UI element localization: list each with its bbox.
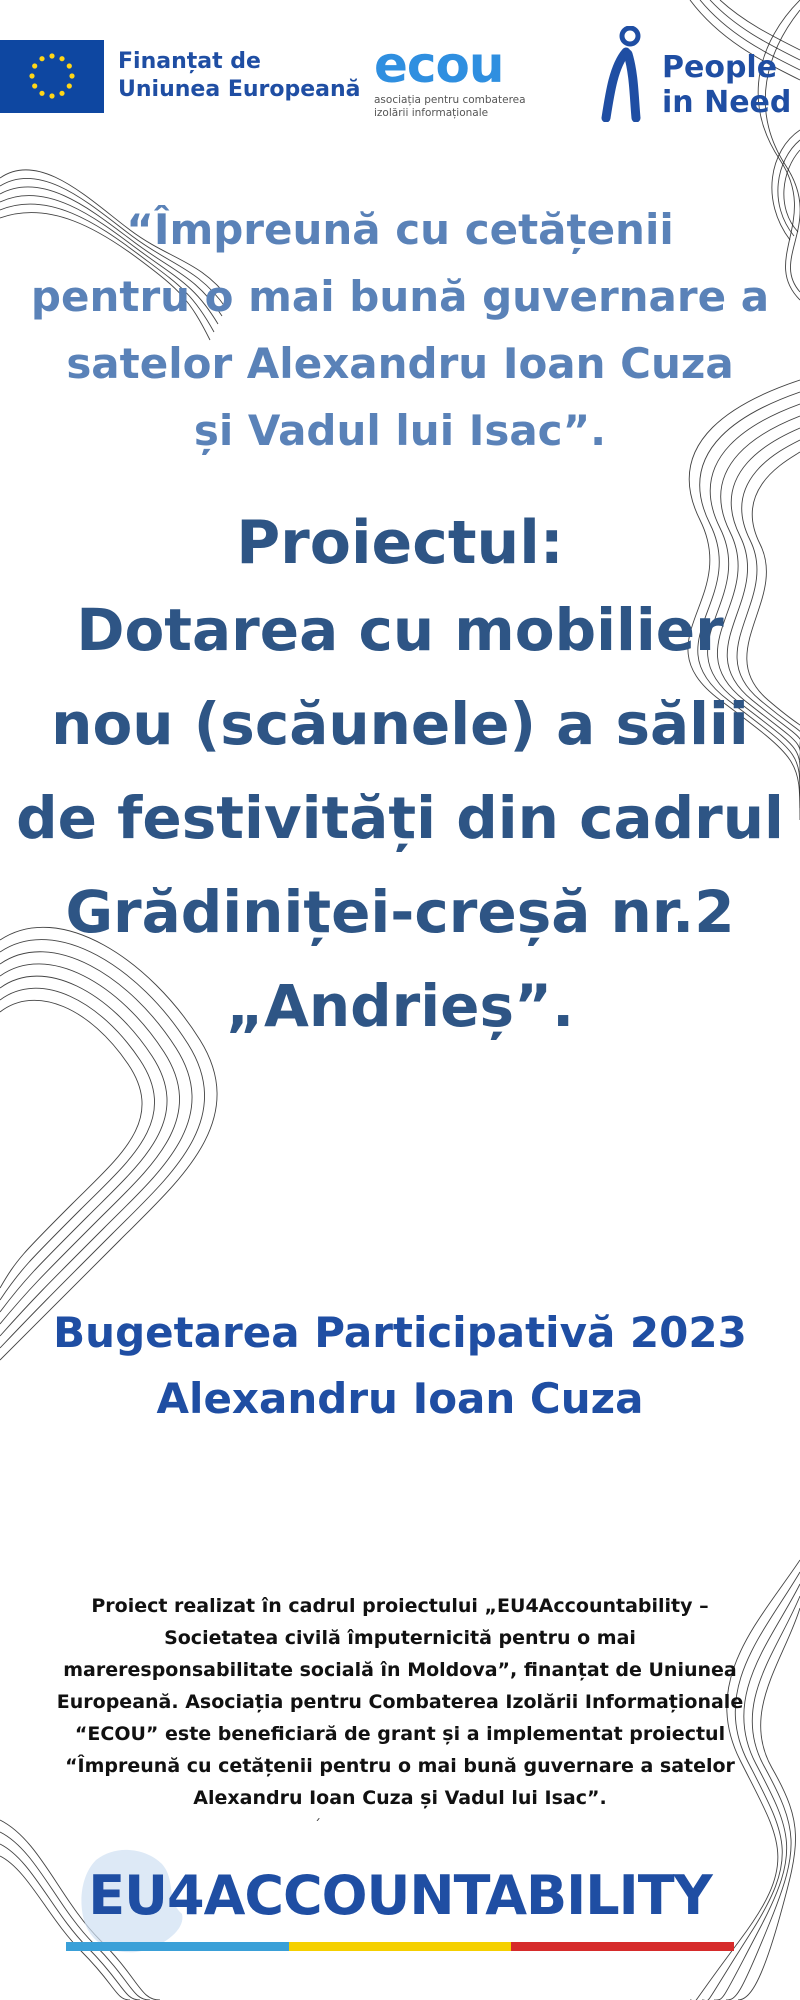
eu-flag-logo <box>0 40 104 113</box>
disclaimer-line: Societatea civilă împuternicită pentru o mai <box>164 1627 636 1649</box>
ecou-sub-line-2: izolării informaționale <box>374 107 489 119</box>
disclaimer-line: mareresponsabilitate socială în Moldova”, finanțat de Uniunea <box>63 1659 737 1681</box>
eu4accountability-logo <box>66 1840 734 1960</box>
participatory-budget-heading <box>0 1300 800 1432</box>
budget-line-2: Alexandru Ioan Cuza <box>156 1374 644 1423</box>
bar-yellow-segment <box>289 1942 512 1951</box>
project-line: Dotarea cu mobilier <box>76 596 724 664</box>
slogan-line: satelor Alexandru Ioan Cuza <box>66 339 734 388</box>
project-line: Grădiniței-creșă nr.2 <box>65 878 735 946</box>
slogan-line: “Împreună cu cetățenii <box>126 205 674 254</box>
disclaimer-line: “ECOU” este beneficiară de grant și a implementat proiectul <box>74 1723 726 1745</box>
people-in-need-text <box>662 50 791 120</box>
ecou-wordmark-icon <box>372 42 542 88</box>
disclaimer-line: “Împreună cu cetățenii pentru o mai bună guvernare a satelor <box>65 1755 735 1777</box>
people-in-need-logo <box>600 26 795 126</box>
ecou-subtitle <box>374 94 526 120</box>
ecou-word: ecou <box>374 42 504 88</box>
eu-stars-icon <box>0 40 104 113</box>
project-title <box>0 503 800 1053</box>
project-line: de festivități din cadrul <box>16 784 784 852</box>
ecou-logo <box>372 42 542 124</box>
bar-red-segment <box>511 1942 734 1951</box>
ecou-sub-line-1: asociația pentru combaterea <box>374 94 526 106</box>
pin-line-2: in Need <box>662 85 792 120</box>
project-line: nou (scăunele) a sălii <box>51 690 749 758</box>
eu-line-1: Finanțat de <box>118 49 261 74</box>
person-figure-icon <box>600 26 648 122</box>
disclaimer-line: Europeană. Asociația pentru Combaterea Izolării Informaționale <box>56 1691 744 1713</box>
stray-mark: ´ <box>314 1818 321 1834</box>
project-slogan <box>10 196 790 464</box>
project-line: „Andrieș”. <box>225 972 575 1040</box>
bar-blue-segment <box>66 1942 289 1951</box>
budget-line-1: Bugetarea Participativă 2023 <box>53 1308 747 1357</box>
pin-line-1: People <box>662 50 778 85</box>
tricolor-bar <box>66 1942 734 1951</box>
eu4accountability-wordmark: EU4ACCOUNTABILITY <box>88 1864 712 1927</box>
disclaimer-line: Alexandru Ioan Cuza și Vadul lui Isac”. <box>193 1787 607 1809</box>
funding-disclaimer <box>10 1590 790 1814</box>
project-label: Proiectul: <box>236 508 564 578</box>
slogan-line: pentru o mai bună guvernare a <box>30 272 770 321</box>
slogan-line: și Vadul lui Isac”. <box>193 406 607 455</box>
eu-line-2: Uniunea Europeană <box>118 77 361 102</box>
disclaimer-line: Proiect realizat în cadrul proiectului „EU4Accountability – <box>91 1595 709 1617</box>
eu-funding-text <box>118 48 361 104</box>
